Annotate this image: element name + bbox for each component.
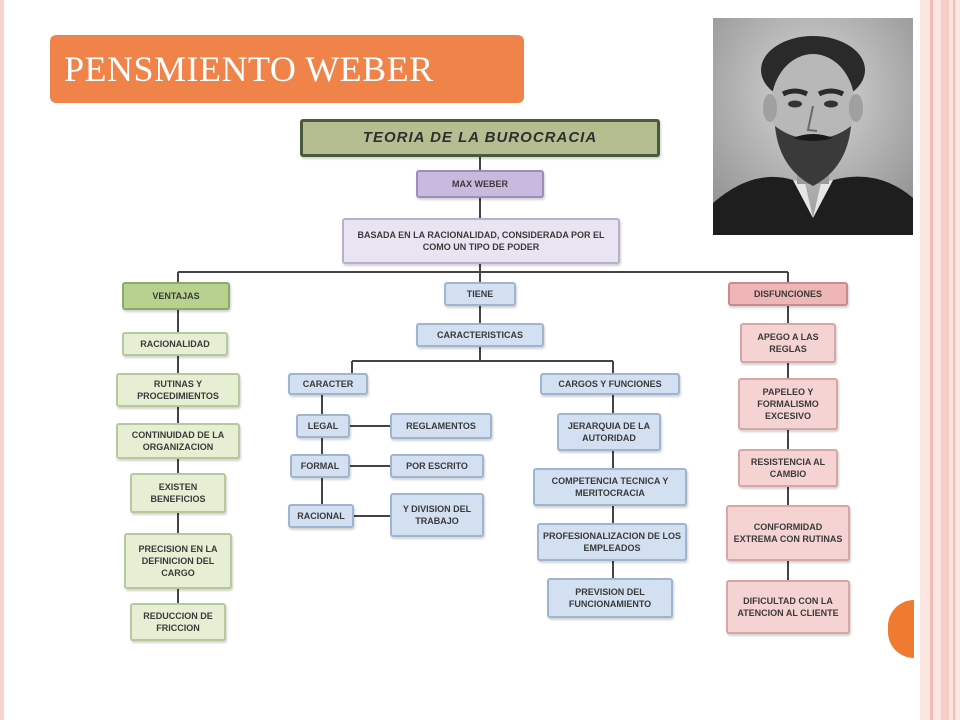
cargos-header-node	[540, 373, 680, 395]
basis-node	[342, 218, 620, 264]
tiene-header-node	[444, 282, 516, 306]
disfunciones-item-node	[726, 580, 850, 634]
cargos-item-text: PROFESIONALIZACION DE LOS EMPLEADOS	[542, 531, 681, 553]
ventajas-item-text: EXISTEN BENEFICIOS	[150, 482, 206, 504]
ventajas-header-node	[122, 282, 230, 310]
disfunciones-item-text: CONFORMIDAD EXTREMA CON RUTINAS	[733, 522, 843, 544]
author-text: MAX WEBER	[452, 179, 508, 189]
disfunciones-item-text: PAPELEO Y FORMALISMO EXCESIVO	[757, 387, 819, 421]
basis-text: BASADA EN LA RACIONALIDAD, CONSIDERADA POR EL COMO UN TIPO DE PODER	[357, 230, 605, 252]
tiene-header-text: TIENE	[466, 289, 494, 299]
cargos-item-text: COMPETENCIA TECNICA Y MERITOCRACIA	[551, 476, 669, 498]
cargos-item-text: JERARQUIA DE LA AUTORIDAD	[567, 421, 651, 443]
ventajas-item-node	[124, 533, 232, 589]
disfunciones-header-node	[728, 282, 848, 306]
caracter-item-node	[296, 414, 350, 438]
disfunciones-item-text: RESISTENCIA AL CAMBIO	[750, 457, 826, 479]
caracter-item-text: RACIONAL	[297, 511, 345, 521]
cargos-item-node	[537, 523, 687, 561]
caracter-detail-text: POR ESCRITO	[406, 461, 468, 471]
caracter-detail-text: REGLAMENTOS	[406, 421, 476, 431]
caracter-header-text: CARACTER	[302, 379, 354, 389]
ventajas-item-text: PRECISION EN LA DEFINICION DEL CARGO	[138, 544, 218, 578]
disfunciones-item-text: DIFICULTAD CON LA ATENCION AL CLIENTE	[737, 596, 839, 618]
theory-title-text: TEORIA DE LA BUROCRACIA	[362, 129, 598, 146]
slide-title-text: PENSMIENTO WEBER	[64, 49, 434, 89]
caracter-detail-text: Y DIVISION DEL TRABAJO	[402, 504, 472, 526]
caracter-detail-node	[390, 493, 484, 537]
slide-title	[50, 35, 524, 103]
ventajas-item-node	[130, 473, 226, 513]
ventajas-item-text: REDUCCION DE FRICCION	[143, 611, 213, 633]
caracteristicas-text: CARACTERISTICAS	[436, 330, 523, 340]
right-edge-stripe	[941, 0, 949, 720]
disfunciones-item-node	[740, 323, 836, 363]
caracteristicas-node	[416, 323, 544, 347]
decorative-half-circle	[888, 600, 914, 658]
right-edge-stripe	[930, 0, 933, 720]
ventajas-item-text: RACIONALIDAD	[140, 339, 210, 349]
caracter-detail-node	[390, 413, 492, 439]
ventajas-item-node	[122, 332, 228, 356]
ventajas-item-node	[116, 373, 240, 407]
cargos-header-text: CARGOS Y FUNCIONES	[558, 379, 662, 389]
ventajas-item-node	[130, 603, 226, 641]
left-edge-line	[0, 0, 4, 720]
author-node	[416, 170, 544, 198]
cargos-item-node	[557, 413, 661, 451]
theory-title-node	[300, 119, 660, 157]
cargos-item-text: PREVISION DEL FUNCIONAMIENTO	[568, 587, 652, 609]
cargos-item-node	[533, 468, 687, 506]
disfunciones-item-node	[726, 505, 850, 561]
ventajas-item-text: RUTINAS Y PROCEDIMIENTOS	[137, 379, 219, 401]
disfunciones-item-node	[738, 449, 838, 487]
disfunciones-header-text: DISFUNCIONES	[753, 289, 822, 299]
caracter-item-text: FORMAL	[300, 461, 340, 471]
right-edge-stripe	[953, 0, 955, 720]
caracter-item-node	[290, 454, 350, 478]
disfunciones-item-node	[738, 378, 838, 430]
caracter-detail-node	[390, 454, 484, 478]
caracter-item-text: LEGAL	[307, 421, 339, 431]
cargos-item-node	[547, 578, 673, 618]
disfunciones-item-text: APEGO A LAS REGLAS	[757, 332, 819, 354]
caracter-item-node	[288, 504, 354, 528]
ventajas-item-text: CONTINUIDAD DE LA ORGANIZACION	[131, 430, 225, 452]
bureaucracy-diagram	[110, 115, 870, 645]
caracter-header-node	[288, 373, 368, 395]
ventajas-header-text: VENTAJAS	[152, 291, 200, 301]
ventajas-item-node	[116, 423, 240, 459]
